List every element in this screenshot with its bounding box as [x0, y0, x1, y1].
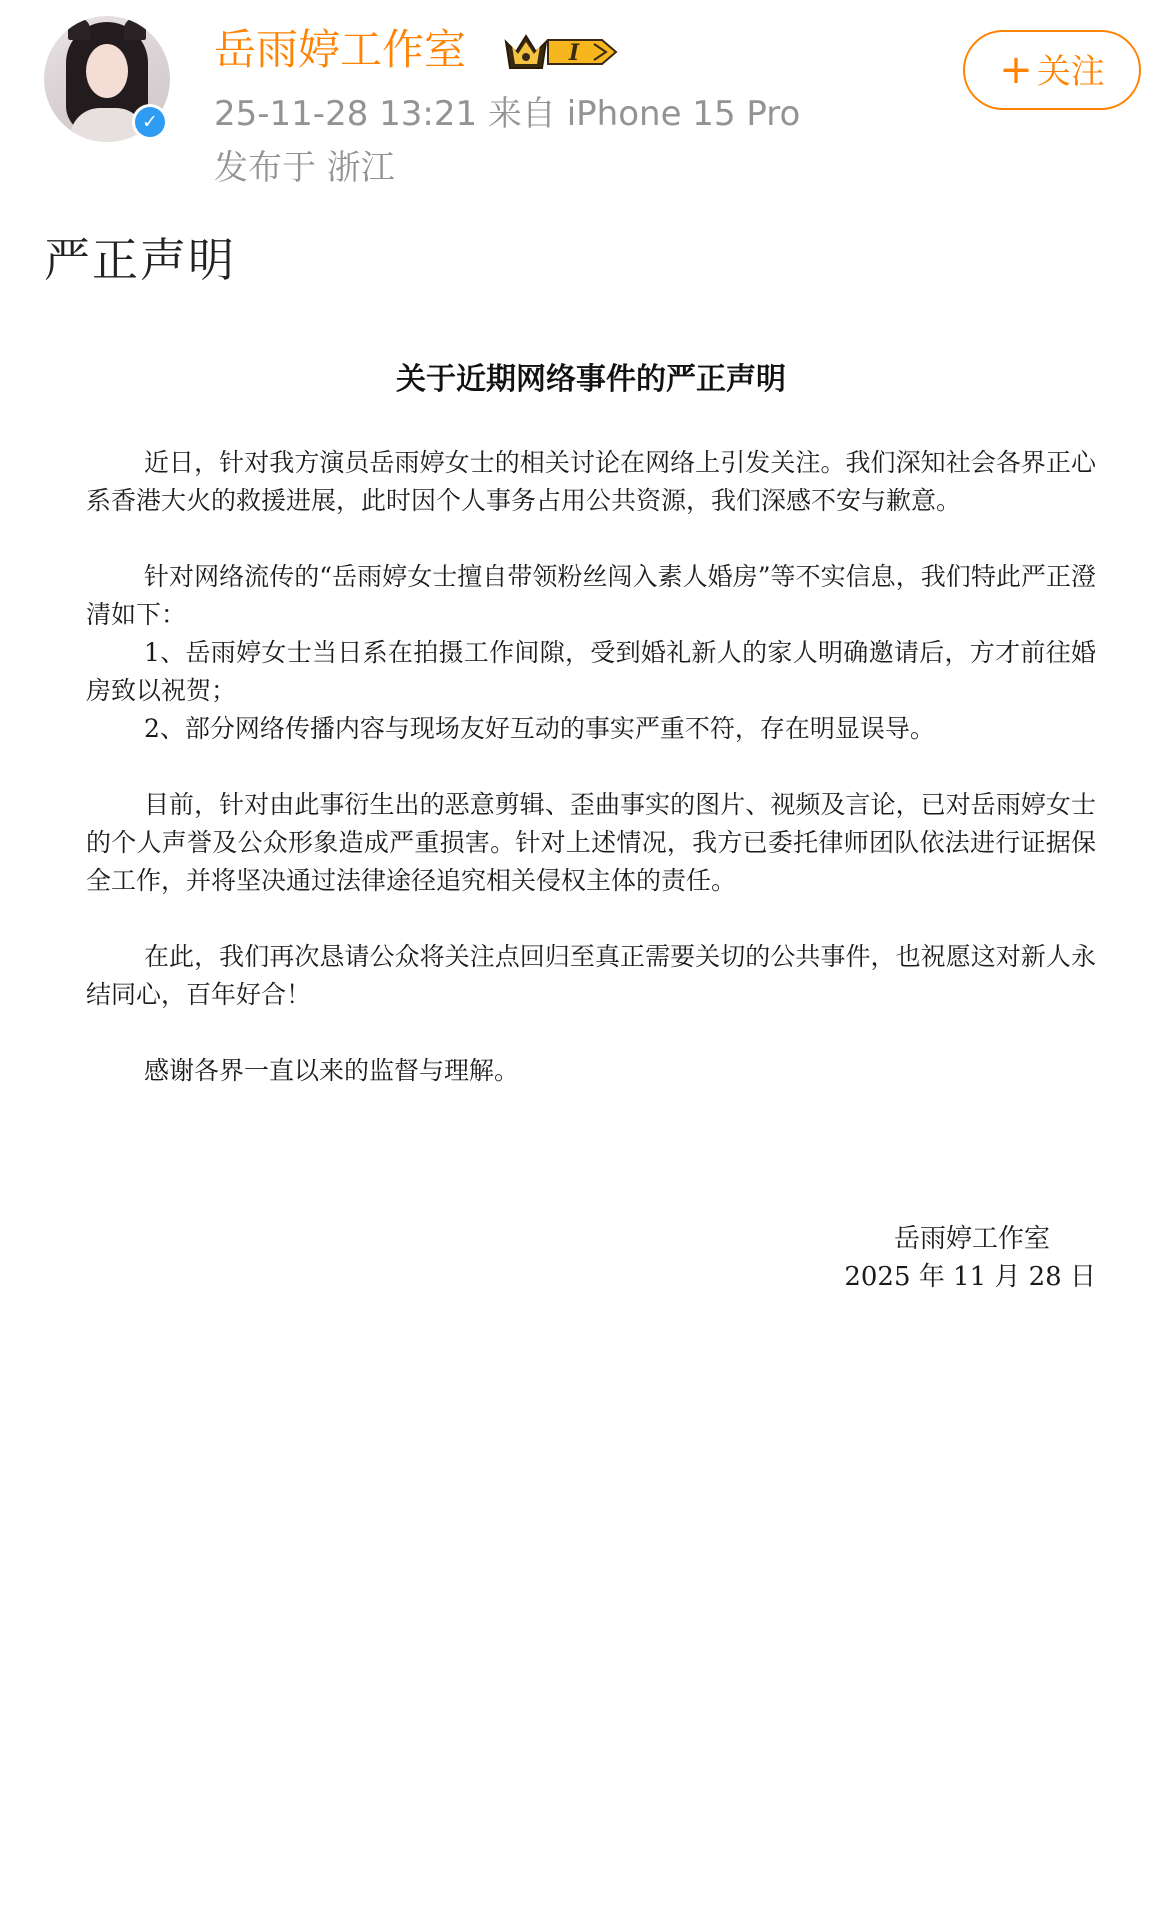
- vip-level-text: I: [568, 40, 580, 66]
- username[interactable]: 岳雨婷工作室: [214, 25, 467, 74]
- plus-icon: +: [999, 47, 1033, 93]
- document-paragraph-2: 针对网络流传的“岳雨婷女士擅自带领粉丝闯入素人婚房”等不实信息，我们特此严正澄清如下：: [86, 562, 1096, 629]
- document-list-item-2: 2、部分网络传播内容与现场友好互动的事实严重不符，存在明显误导。: [144, 714, 935, 743]
- verified-check-icon: ✓: [135, 107, 165, 137]
- post-time-source: 25-11-28 13:21 来自 iPhone 15 Pro: [214, 94, 801, 134]
- vip-crown-badge-icon[interactable]: [502, 30, 620, 74]
- document-signature: 岳雨婷工作室: [893, 1224, 1050, 1254]
- document-paragraph-3: 目前，针对由此事衍生出的恶意剪辑、歪曲事实的图片、视频及言论，已对岳雨婷女士的个人声誉及公众形象造成严重损害。针对上述情况，我方已委托律师团队依法进行证据保全工作，并将坚决通过法律途径追究相关侵权主体的责任。: [86, 790, 1096, 895]
- document-date: 2025 年 11 月 28 日: [844, 1262, 1096, 1292]
- document-paragraph-4: 在此，我们再次恳请公众将关注点回归至真正需要关切的公共事件，也祝愿这对新人永结同心，百年好合！: [86, 942, 1096, 1009]
- document-list-item-1: 1、岳雨婷女士当日系在拍摄工作间隙，受到婚礼新人的家人明确邀请后，方才前往婚房致以祝贺；: [86, 638, 1096, 705]
- document-title: 关于近期网络事件的严正声明: [396, 362, 786, 397]
- document-paragraph-5: 感谢各界一直以来的监督与理解。: [144, 1056, 520, 1085]
- document-paragraph-1: 近日，针对我方演员岳雨婷女士的相关讨论在网络上引发关注。我们深知社会各界正心系香港大火的救援进展，此时因个人事务占用公共资源，我们深感不安与歉意。: [86, 448, 1096, 515]
- follow-button[interactable]: [963, 30, 1141, 110]
- post-location: 发布于 浙江: [214, 148, 395, 188]
- avatar-bow-right: [124, 18, 146, 40]
- verified-v-icon: [132, 104, 168, 140]
- post-text: 严正声明: [44, 233, 236, 287]
- avatar-face-shape: [86, 44, 128, 98]
- statement-document[interactable]: [86, 350, 1096, 1090]
- avatar-bow-left: [68, 18, 90, 40]
- follow-label: 关注: [1036, 52, 1105, 92]
